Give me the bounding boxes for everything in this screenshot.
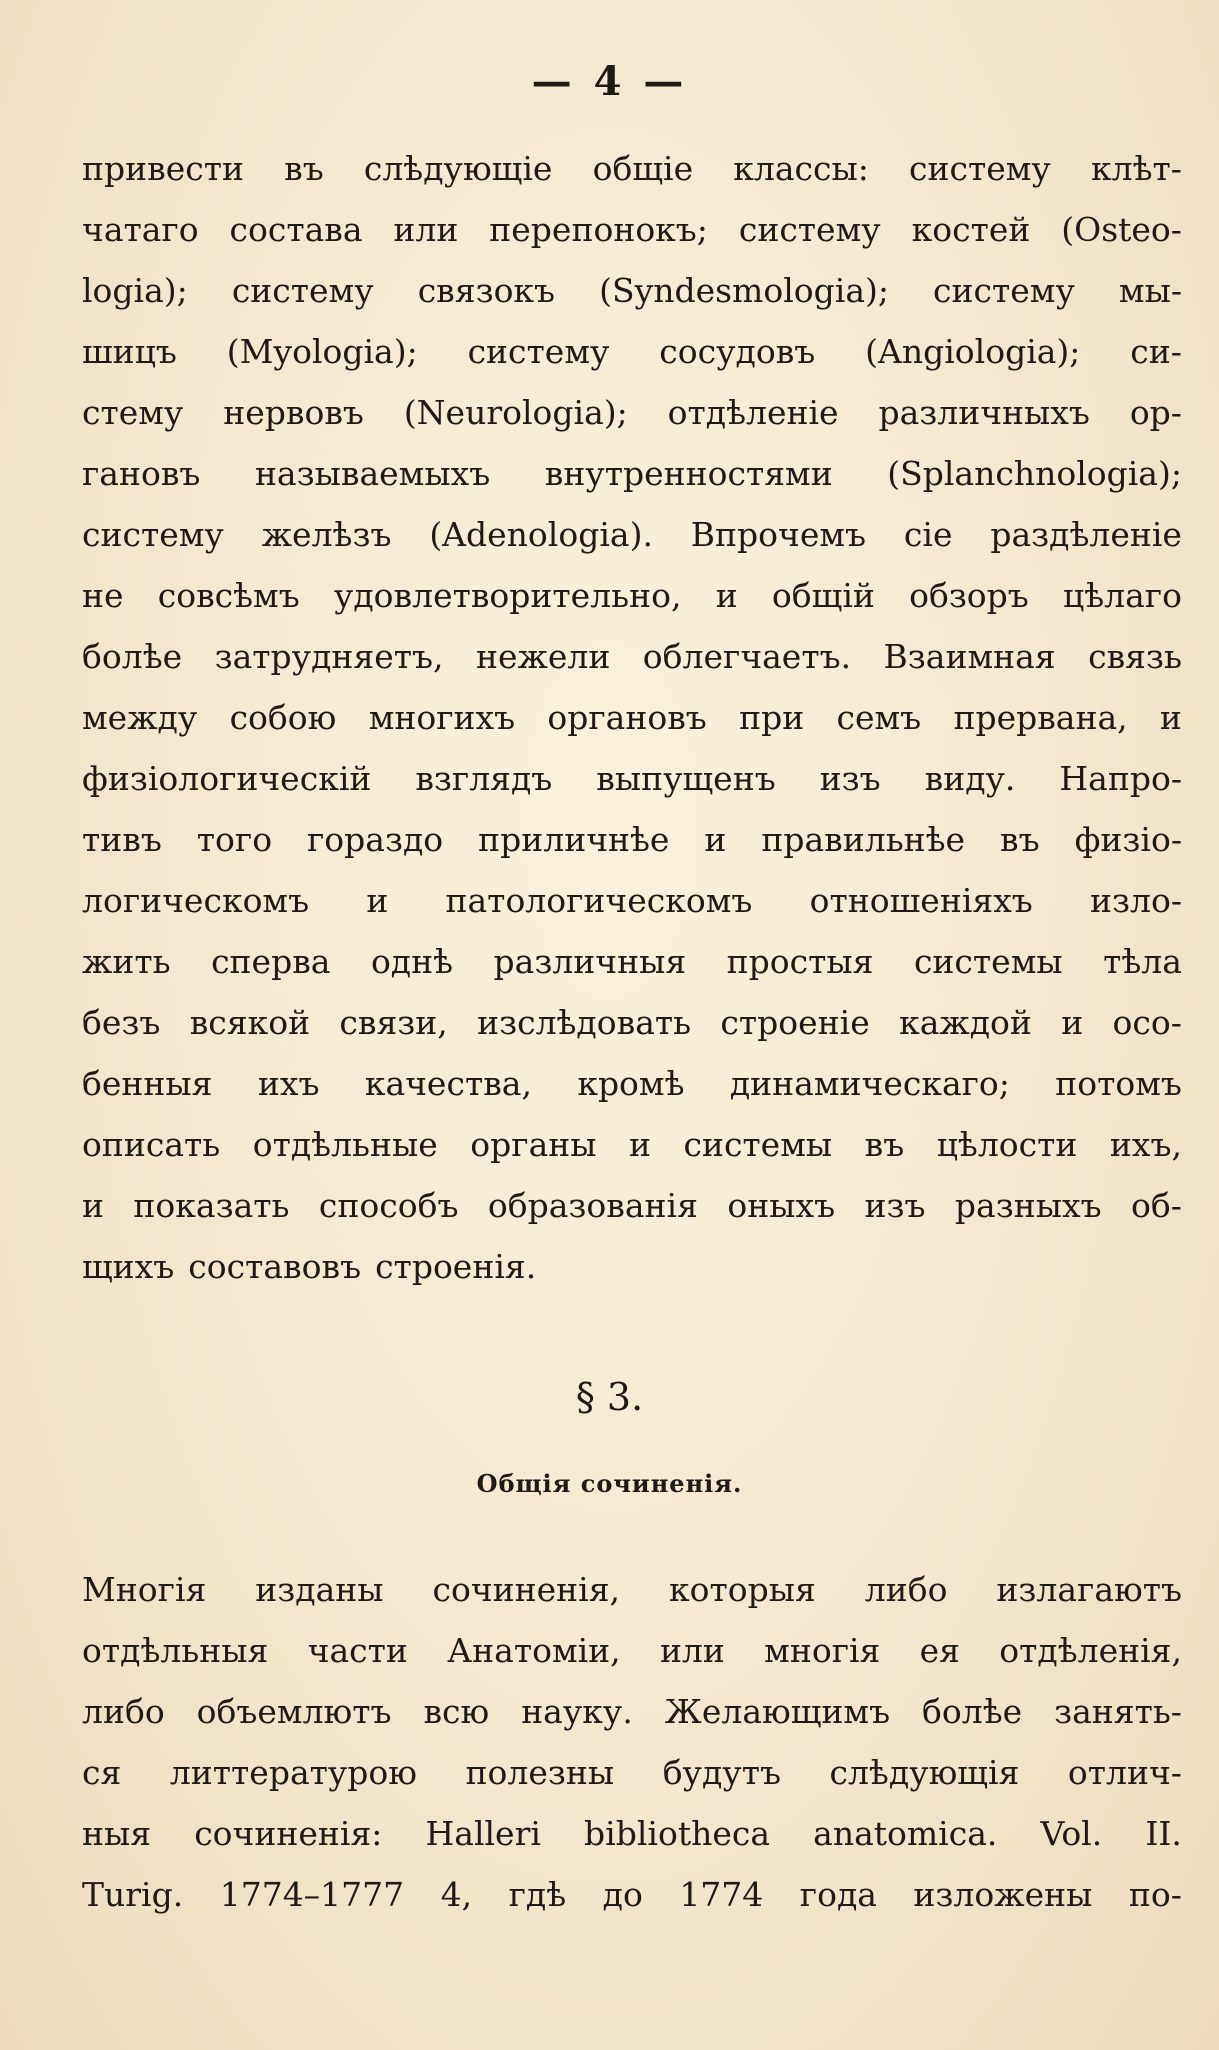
word: и — [1159, 698, 1182, 737]
word: облегчаетъ. — [642, 637, 852, 676]
word: изложены — [913, 1875, 1093, 1914]
text-line — [82, 321, 1182, 382]
word: выпущенъ — [596, 759, 776, 798]
word: виду. — [924, 759, 1016, 798]
word: состава — [229, 210, 363, 249]
word: въ — [864, 1125, 905, 1164]
word: года — [799, 1875, 877, 1914]
word: и — [82, 1186, 104, 1225]
word: правильнѣе — [761, 820, 966, 859]
word: бенныя — [82, 1064, 213, 1103]
word: Turig. — [82, 1875, 184, 1914]
word: физіологическій — [82, 759, 372, 798]
word: си- — [1130, 332, 1182, 371]
word: стему — [82, 393, 184, 432]
word: шицъ — [82, 332, 177, 371]
word: безъ — [82, 1003, 161, 1042]
word: II. — [1145, 1814, 1182, 1853]
word: Желающимъ — [664, 1692, 891, 1731]
text-line — [82, 1803, 1182, 1864]
word: связь — [1088, 637, 1182, 676]
word: излагаютъ — [996, 1570, 1182, 1609]
word: систему — [82, 515, 224, 554]
word: систему — [909, 149, 1051, 188]
word: систему — [231, 271, 374, 310]
word: совсѣмъ — [157, 576, 300, 615]
text-line — [82, 1742, 1182, 1803]
word: физіо- — [1074, 820, 1182, 859]
word: системы — [913, 942, 1063, 981]
word: тивъ — [82, 820, 162, 859]
text-line — [82, 870, 1182, 931]
word: (Angiologia); — [865, 332, 1081, 371]
word: изъ — [819, 759, 881, 798]
word: называемыхъ — [254, 454, 491, 493]
word: сперва — [211, 942, 331, 981]
word: всю — [423, 1692, 490, 1731]
word: Vol. — [1040, 1814, 1103, 1853]
word: простыя — [726, 942, 874, 981]
word: anatomica. — [813, 1814, 998, 1853]
word: ныя — [82, 1814, 152, 1853]
word: многихъ — [368, 698, 516, 737]
word: каждой — [899, 1003, 1032, 1042]
word: составовъ — [188, 1247, 362, 1286]
word: по- — [1128, 1875, 1182, 1914]
word: клѣт- — [1091, 149, 1182, 188]
text-line — [82, 565, 1182, 626]
word: и — [1061, 1003, 1084, 1042]
word: 1774 — [679, 1875, 764, 1914]
word: мы- — [1118, 271, 1182, 310]
word: семъ — [836, 698, 922, 737]
word: (Osteo- — [1061, 210, 1182, 249]
word: слѣдующія — [829, 1753, 1020, 1792]
word: однѣ — [370, 942, 454, 981]
word: ихъ, — [1109, 1125, 1182, 1164]
word: связокъ — [417, 271, 556, 310]
text-line — [82, 443, 1182, 504]
word: и — [715, 576, 738, 615]
word: различныя — [493, 942, 687, 981]
word: полезны — [465, 1753, 615, 1792]
text-line — [82, 1559, 1182, 1620]
word: внутренностями — [544, 454, 833, 493]
word: органы — [470, 1125, 597, 1164]
text-line — [82, 809, 1182, 870]
word: описать — [82, 1125, 221, 1164]
text-line — [82, 1053, 1182, 1114]
word: и — [366, 881, 389, 920]
word: раздѣленіе — [990, 515, 1182, 554]
word: слѣдующіе — [363, 149, 553, 188]
text-line — [82, 687, 1182, 748]
word: Анатоміи, — [447, 1631, 621, 1670]
word: сочиненія: — [194, 1814, 383, 1853]
word: обзоръ — [909, 576, 1029, 615]
word: (Neurologia); — [403, 393, 628, 432]
word: всякой — [189, 1003, 311, 1042]
text-line — [82, 1864, 1182, 1925]
word: ся — [82, 1753, 122, 1792]
word: тѣла — [1103, 942, 1182, 981]
word: различныхъ — [878, 393, 1090, 432]
word: изъ — [864, 1186, 926, 1225]
word: образованія — [487, 1186, 698, 1225]
text-line — [82, 504, 1182, 565]
word: отдѣленія, — [999, 1631, 1182, 1670]
word: будутъ — [662, 1753, 781, 1792]
word: болѣе — [82, 637, 183, 676]
word: Halleri — [425, 1814, 541, 1853]
word: не — [82, 576, 124, 615]
word: (Splanchnologia); — [887, 454, 1182, 493]
word: изданы — [255, 1570, 384, 1609]
text-line — [82, 626, 1182, 687]
word: жить — [82, 942, 171, 981]
word: качества, — [364, 1064, 532, 1103]
word: логическомъ — [82, 881, 310, 920]
word: собою — [229, 698, 337, 737]
word: занять- — [1054, 1692, 1182, 1731]
word: ихъ — [257, 1064, 320, 1103]
text-line — [82, 382, 1182, 443]
paragraph-1 — [82, 138, 1182, 1297]
word: патологическомъ — [445, 881, 753, 920]
word: привести — [82, 149, 244, 188]
word: bibliotheca — [584, 1814, 771, 1853]
word: сіе — [903, 515, 953, 554]
word: показать — [133, 1186, 290, 1225]
word: прервана, — [953, 698, 1128, 737]
word: 1774–1777 — [219, 1875, 405, 1914]
word: систему — [738, 210, 881, 249]
word: общій — [771, 576, 875, 615]
text-line — [82, 992, 1182, 1053]
word: гдѣ — [508, 1875, 567, 1914]
text-line — [82, 1620, 1182, 1681]
word: разныхъ — [954, 1186, 1102, 1225]
word: въ — [284, 149, 324, 188]
word: гановъ — [82, 454, 201, 493]
word: нежели — [475, 637, 611, 676]
word: logia); — [82, 271, 188, 310]
word: того — [196, 820, 273, 859]
text-line — [82, 1114, 1182, 1175]
word: отдѣленіе — [667, 393, 839, 432]
word: Многія — [82, 1570, 207, 1609]
word: отдѣльныя — [82, 1631, 269, 1670]
word: и — [628, 1125, 651, 1164]
word: въ — [1000, 820, 1040, 859]
word: отношеніяхъ — [809, 881, 1033, 920]
word: которыя — [668, 1570, 816, 1609]
word: и — [704, 820, 727, 859]
word: болѣе — [922, 1692, 1023, 1731]
word: щихъ — [82, 1247, 175, 1286]
word: нервовъ — [223, 393, 364, 432]
word: цѣлости — [936, 1125, 1078, 1164]
word: затрудняетъ, — [214, 637, 444, 676]
word: взглядъ — [415, 759, 553, 798]
word: органовъ — [547, 698, 707, 737]
word: сочиненія, — [432, 1570, 621, 1609]
word: или — [659, 1631, 725, 1670]
word: связи, — [339, 1003, 448, 1042]
word: желѣзъ — [261, 515, 392, 554]
word: либо — [864, 1570, 948, 1609]
word: изло- — [1090, 881, 1182, 920]
word: оныхъ — [727, 1186, 836, 1225]
word: гораздо — [307, 820, 444, 859]
word: способъ — [318, 1186, 459, 1225]
word: чатаго — [82, 210, 199, 249]
text-line — [82, 931, 1182, 992]
word: приличнѣе — [478, 820, 670, 859]
word: изслѣдовать — [477, 1003, 692, 1042]
word: науку. — [521, 1692, 633, 1731]
word: при — [739, 698, 805, 737]
word: отлич- — [1067, 1753, 1182, 1792]
word: ея — [919, 1631, 961, 1670]
word: систему — [933, 271, 1075, 310]
word: осо- — [1112, 1003, 1182, 1042]
word: Напро- — [1059, 759, 1182, 798]
word: общіе — [592, 149, 694, 188]
word: (Syndesmologia); — [599, 271, 889, 310]
section-number: § 3. — [575, 1375, 644, 1419]
section-title: Общія сочиненія. — [476, 1469, 743, 1498]
word: литтературою — [169, 1753, 418, 1792]
text-line — [82, 1236, 1182, 1297]
text-line — [82, 260, 1182, 321]
word: многія — [764, 1631, 881, 1670]
word: между — [82, 698, 198, 737]
word: кромѣ — [577, 1064, 685, 1103]
word: (Myologia); — [226, 332, 418, 371]
word: сосудовъ — [659, 332, 816, 371]
word: объемлютъ — [196, 1692, 392, 1731]
word: цѣлаго — [1063, 576, 1182, 615]
word: системы — [683, 1125, 833, 1164]
text-line — [82, 748, 1182, 809]
word: до — [602, 1875, 643, 1914]
word: или — [393, 210, 459, 249]
word: об- — [1131, 1186, 1182, 1225]
text-line — [82, 1175, 1182, 1236]
page-number: — 4 — — [531, 58, 688, 105]
word: систему — [467, 332, 610, 371]
word: удовлетворительно, — [333, 576, 682, 615]
word: классы: — [733, 149, 869, 188]
word: (Adenologia). — [429, 515, 653, 554]
text-line — [82, 199, 1182, 260]
word: либо — [82, 1692, 165, 1731]
word: ор- — [1129, 393, 1182, 432]
text-line — [82, 138, 1182, 199]
word: динамическаго; — [729, 1064, 1010, 1103]
word: перепонокъ; — [489, 210, 708, 249]
word: 4, — [440, 1875, 473, 1914]
word: строеніе — [720, 1003, 870, 1042]
text-line — [82, 1681, 1182, 1742]
word: строенія. — [375, 1247, 537, 1286]
word: костей — [911, 210, 1031, 249]
paragraph-2 — [82, 1559, 1182, 1925]
word: потомъ — [1055, 1064, 1182, 1103]
word: части — [307, 1631, 408, 1670]
word: Взаимная — [883, 637, 1056, 676]
word: Впрочемъ — [690, 515, 867, 554]
word: отдѣльные — [252, 1125, 438, 1164]
